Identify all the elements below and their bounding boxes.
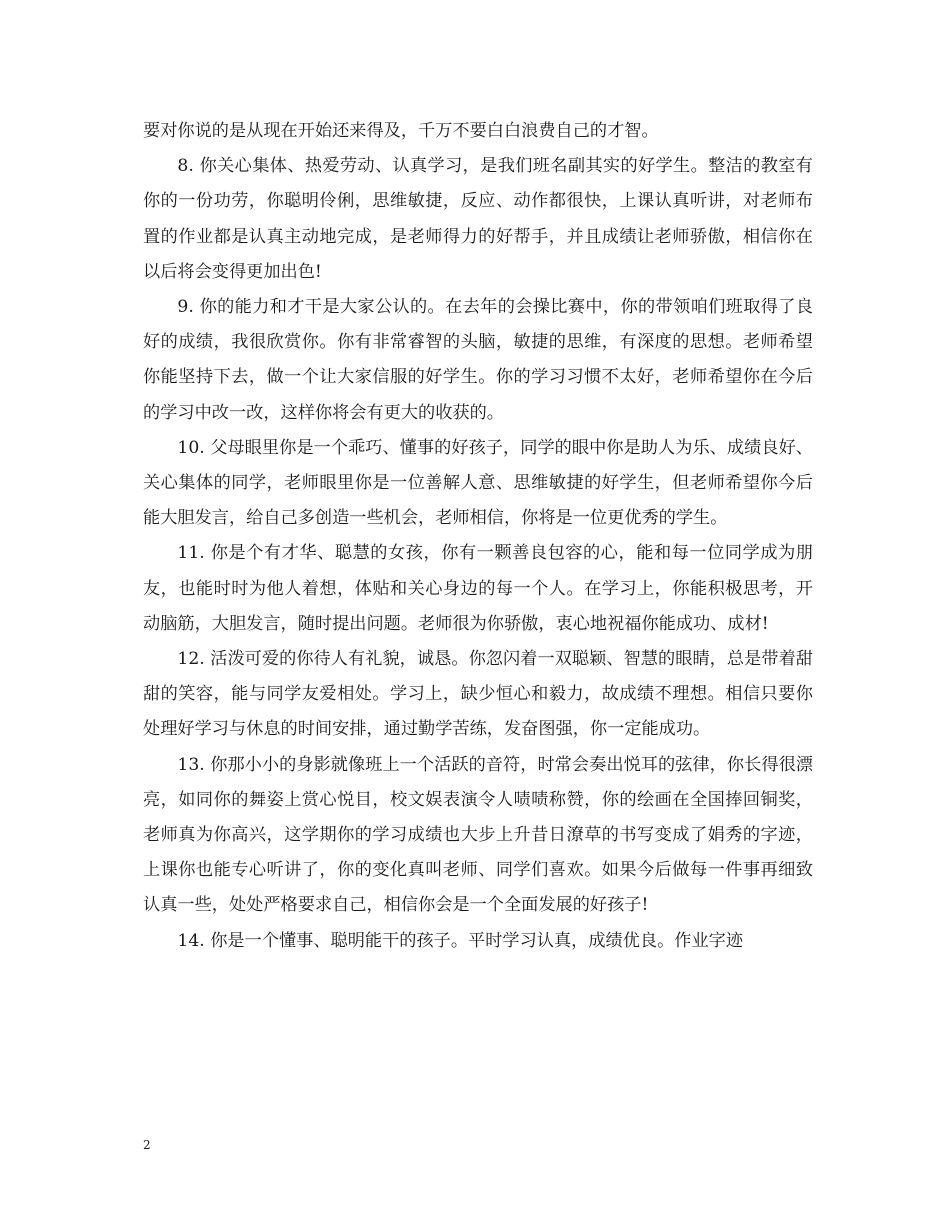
paragraph-10: 10. 父母眼里你是一个乖巧、懂事的好孩子，同学的眼中你是助人为乐、成绩良好、关心集体的同学，老师眼里你是一位善解人意、思维敏捷的好学生，但老师希望你今后能大胆发言，给自己多创造一些机会，老师相信，你将是一位更优秀的学生。 [143, 437, 813, 529]
paragraph-14: 14. 你是一个懂事、聪明能干的孩子。平时学习认真，成绩优良。作业字迹 [177, 930, 744, 951]
document-body [143, 114, 813, 959]
paragraph-9: 9. 你的能力和才干是大家公认的。在去年的会操比赛中，你的带领咱们班取得了良好的成绩，我很欣赏你。你有非常睿智的头脑，敏捷的思维，有深度的思想。老师希望你能坚持下去，做一个让大家信服的好学生。你的学习习惯不太好，老师希望你在今后的学习中改一改，这样你将会有更大的收获的。 [143, 297, 813, 423]
paragraph-13: 13. 你那小小的身影就像班上一个活跃的音符，时常会奏出悦耳的弦律，你长得很漂亮，如同你的舞姿上赏心悦目，校文娱表演令人啧啧称赞，你的绘画在全国捧回铜奖，老师真为你高兴，这学期你的学习成绩也大步上升昔日潦草的书写变成了娟秀的字迹，上课你也能专心听讲了，你的变化真叫老师、同学们喜欢。如果今后做每一件事再细致认真一些，处处严格要求自己，相信你会是一个全面发展的好孩子! [143, 754, 813, 916]
paragraph-11: 11. 你是个有才华、聪慧的女孩，你有一颗善良包容的心，能和每一位同学成为朋友，也能时时为他人着想，体贴和关心身边的每一个人。在学习上，你能积极思考，开动脑筋，大胆发言，随时提出问题。老师很为你骄傲，衷心地祝福你能成功、成材! [143, 543, 813, 634]
page-number: 2 [143, 1138, 151, 1152]
paragraph-continued: 要对你说的是从现在开始还来得及，千万不要白白浪费自己的才智。 [143, 121, 659, 141]
paragraph-12: 12. 活泼可爱的你待人有礼貌，诚恳。你忽闪着一双聪颖、智慧的眼睛，总是带着甜甜的笑容，能与同学友爱相处。学习上，缺少恒心和毅力，故成绩不理想。相信只要你处理好学习与休息的时间安排，通过勤学苦练，发奋图强，你一定能成功。 [143, 649, 813, 740]
paragraph-8: 8. 你关心集体、热爱劳动、认真学习，是我们班名副其实的好学生。整洁的教室有你的一份功劳，你聪明伶俐，思维敏捷，反应、动作都很快，上课认真听讲，对老师布置的作业都是认真主动地完成，是老师得力的好帮手，并且成绩让老师骄傲，相信你在以后将会变得更加出色! [143, 156, 813, 282]
